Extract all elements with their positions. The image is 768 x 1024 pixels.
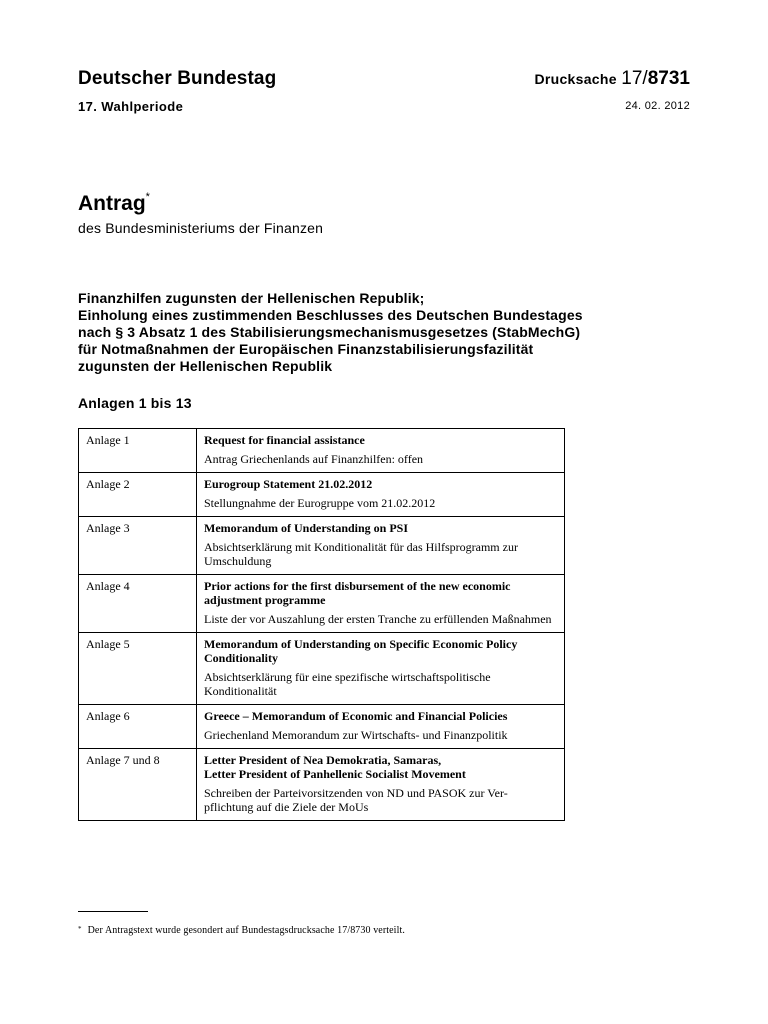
annex-label: Anlage 5	[79, 633, 197, 705]
footnote-text: Der Antragstext wurde gesondert auf Bundestagsdrucksache 17/8730 verteilt.	[87, 925, 405, 936]
subject-block	[78, 290, 698, 375]
subject-line: Einholung eines zustimmenden Beschlusses des Deutschen Bundestages	[78, 307, 583, 323]
annex-label: Anlage 7 und 8	[79, 749, 197, 821]
annex-description	[197, 633, 565, 705]
electoral-period: 17. Wahlperiode	[78, 99, 184, 114]
antrag-title: Antrag	[78, 192, 146, 215]
drucksache-label: Drucksache	[534, 71, 617, 87]
subject-line: nach § 3 Absatz 1 des Stabilisierungsmechanismusgesetzes (StabMechG)	[78, 324, 581, 340]
annex-title-de: Antrag Griechenlands auf Finanzhilfen: offen	[204, 452, 424, 466]
table-row	[79, 517, 565, 575]
document-type-heading	[78, 192, 150, 216]
header-right	[534, 68, 690, 112]
annex-label: Anlage 3	[79, 517, 197, 575]
drucksache-number: 8731	[647, 68, 690, 89]
annex-description	[197, 575, 565, 633]
annex-title-de: Absichtserklärung mit Konditionalität für das Hilfsprogramm zur Umschuldung	[204, 540, 518, 568]
subject-line: für Notmaßnahmen der Europäischen Finanzstabilisierungsfazilität	[78, 341, 534, 357]
footnote-divider	[78, 911, 148, 912]
annex-title-en-line: Letter President of Nea Demokratia, Samaras,	[204, 753, 442, 767]
annex-description	[197, 705, 565, 749]
annex-label: Anlage 1	[79, 429, 197, 473]
institution-title: Deutscher Bundestag	[78, 68, 277, 89]
applicant: des Bundesministeriums der Finanzen	[78, 220, 324, 236]
annex-table	[78, 428, 565, 821]
antrag-footnote-marker: *	[145, 191, 150, 203]
annex-title-en: Memorandum of Understanding on PSI	[204, 521, 409, 535]
header-left	[78, 68, 276, 114]
drucksache-prefix: 17/	[621, 68, 648, 89]
annex-label: Anlage 6	[79, 705, 197, 749]
annex-description	[197, 473, 565, 517]
annex-description	[197, 517, 565, 575]
annex-title-en: Memorandum of Understanding on Specific Economic Policy Conditionality	[204, 637, 518, 665]
subject-line: Finanzhilfen zugunsten der Hellenischen Republik;	[78, 290, 425, 306]
table-row	[79, 575, 565, 633]
table-row	[79, 749, 565, 821]
annex-title-en: Prior actions for the first disbursement of the new economic adjustment programme	[204, 579, 511, 607]
annex-title-de: Griechenland Memorandum zur Wirtschafts- und Finanzpolitik	[204, 728, 508, 742]
drucksache-reference	[534, 68, 690, 90]
annex-title-de: Liste der vor Auszahlung der ersten Tranche zu erfüllenden Maßnahmen	[204, 612, 552, 626]
annex-title-de: Stellungnahme der Eurogruppe vom 21.02.2012	[204, 496, 436, 510]
annex-title-en	[204, 753, 558, 781]
annex-description	[197, 749, 565, 821]
subject-line: zugunsten der Hellenischen Republik	[78, 358, 333, 374]
annex-title-de	[204, 786, 558, 814]
table-row	[79, 633, 565, 705]
annex-title-de-line: Schreiben der Parteivorsitzenden von ND und PASOK zur Ver-	[204, 786, 508, 800]
annex-label: Anlage 4	[79, 575, 197, 633]
document-date: 24. 02. 2012	[625, 100, 690, 112]
table-row	[79, 705, 565, 749]
annex-title-en-line: Letter President of Panhellenic Socialist Movement	[204, 767, 466, 781]
table-row	[79, 429, 565, 473]
annex-description	[197, 429, 565, 473]
table-row	[79, 473, 565, 517]
annex-title-en: Request for financial assistance	[204, 433, 365, 447]
footnote	[78, 925, 405, 936]
annex-heading: Anlagen 1 bis 13	[78, 395, 192, 411]
annex-label: Anlage 2	[79, 473, 197, 517]
annex-title-en: Greece – Memorandum of Economic and Financial Policies	[204, 709, 508, 723]
footnote-marker: *	[78, 925, 82, 933]
annex-title-de-line: pflichtung auf die Ziele der MoUs	[204, 800, 369, 814]
annex-title-en: Eurogroup Statement 21.02.2012	[204, 477, 373, 491]
annex-title-de: Absichtserklärung für eine spezifische wirtschaftspolitische Konditionalität	[204, 670, 491, 698]
